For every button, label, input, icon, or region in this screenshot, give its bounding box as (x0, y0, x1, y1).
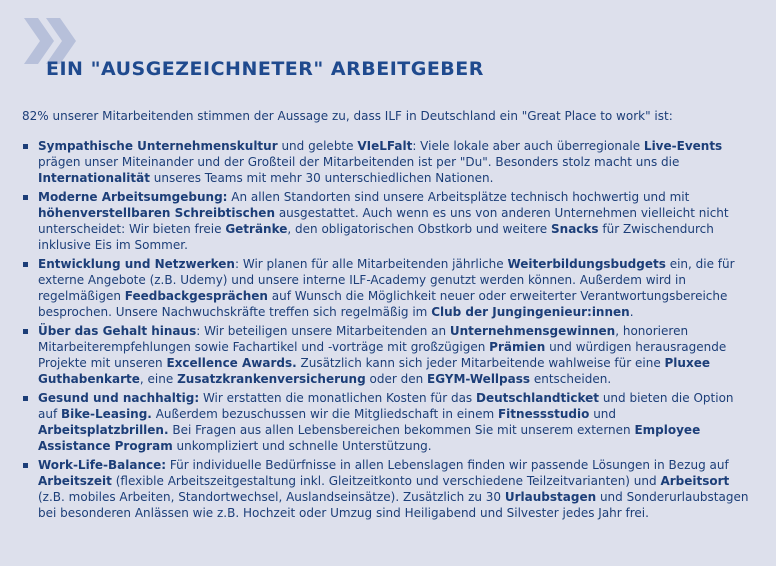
body-text: Außerdem bezuschussen wir die Mitgliedschaft in einem (151, 407, 498, 421)
body-text: auf Wunsch die Möglichkeit neuer oder erweiterter Verantwortungsbereiche besprochen. Unsere Nachwuchskräfte treffen sich regelmäßig im (38, 289, 728, 319)
page-title: EIN "AUSGEZEICHNETER" ARBEITGEBER (46, 58, 484, 80)
body-text: (flexible Arbeitszeitgestaltung inkl. Gleitzeitkonto und verschiedene Teilzeitvarianten) und (111, 474, 661, 488)
intro-text: 82% unserer Mitarbeitenden stimmen der Aussage zu, dass ILF in Deutschland ein "Great Place to work" ist: (22, 109, 673, 123)
list-item-text (38, 458, 748, 520)
list-item (22, 256, 750, 320)
bullet-icon (23, 329, 28, 334)
bullet-icon (23, 463, 28, 468)
list-item-text (38, 257, 735, 319)
body-text: entscheiden. (530, 372, 612, 386)
body-text: unkompliziert und schnelle Unterstützung. (172, 439, 432, 453)
body-text: und würdigen herausragende Projekte mit unseren (38, 340, 727, 370)
body-text: prägen unser Miteinander und der Großteil der Mitarbeitenden ist per "Du". Besonders stolz macht uns die (38, 155, 680, 169)
bullet-icon (23, 195, 28, 200)
highlight-text: Arbeitsort (660, 474, 730, 488)
highlight-text: Work-Life-Balance: (38, 458, 167, 472)
list-item-text (38, 139, 722, 185)
body-text: ein, die für externe Angebote (z.B. Udemy) und unsere interne ILF-Academy genutzt werden können. Außerdem wird in regelmäßigen (38, 257, 735, 303)
body-text: Für individuelle Bedürfnisse in allen Lebenslagen finden wir passende Lösungen in Bezug auf (166, 458, 729, 472)
highlight-text: Weiterbildungsbudgets (507, 257, 666, 271)
body-text: und (589, 407, 617, 421)
body-text: , honorieren Mitarbeiterempfehlungen sowie Fachartikel und -vorträge mit großzügigen (38, 324, 689, 354)
body-text: Zusätzlich kann sich jeder Mitarbeitende wahlweise für eine (296, 356, 665, 370)
highlight-text: Pluxee Guthabenkarte (38, 356, 710, 386)
highlight-text: Gesund und nachhaltig: (38, 391, 200, 405)
highlight-text: Moderne Arbeitsumgebung: (38, 190, 228, 204)
highlight-text: Feedbackgesprächen (124, 289, 268, 303)
highlight-text: Club der Jungingenieur:innen (431, 305, 630, 319)
highlight-text: Fitnessstudio (497, 407, 590, 421)
highlight-text: Bike-Leasing. (61, 407, 152, 421)
body-text: und gelebte (277, 139, 358, 153)
highlight-text: Über das Gehalt hinaus (38, 324, 197, 338)
highlight-text: Prämien (489, 340, 546, 354)
list-item-text (38, 391, 734, 453)
body-text: und bieten die Option auf (38, 391, 734, 421)
highlight-text: Getränke (225, 222, 288, 236)
highlight-text: Internationalität (38, 171, 150, 185)
highlight-text: Zusatzkrankenversicherung (177, 372, 366, 386)
bullet-icon (23, 144, 28, 149)
highlight-text: Entwicklung und Netzwerken (38, 257, 235, 271)
body-text: (z.B. mobiles Arbeiten, Standortwechsel, Auslandseinsätze). Zusätzlich zu 30 (38, 490, 505, 504)
highlight-text: EGYM-Wellpass (427, 372, 531, 386)
list-item (22, 457, 750, 521)
highlight-text: Deutschlandticket (475, 391, 600, 405)
highlight-text: Arbeitszeit (38, 474, 112, 488)
bullet-icon (23, 396, 28, 401)
list-item-text (38, 324, 726, 386)
body-text: und Sonderurlaubstagen bei besonderen Anlässen wie z.B. Hochzeit oder Umzug sind Heiligabend und Silvester jedes Jahr frei. (38, 490, 749, 520)
highlight-text: Snacks (551, 222, 599, 236)
list-item (22, 390, 750, 454)
benefit-list (22, 138, 750, 524)
body-text: An allen Standorten sind unsere Arbeitsplätze technisch hochwertig und mit (227, 190, 690, 204)
body-text: Wir erstatten die monatlichen Kosten für das (199, 391, 476, 405)
highlight-text: Employee Assistance Program (38, 423, 701, 453)
body-text: Bei Fragen aus allen Lebensbereichen bekommen Sie mit unserem externen (168, 423, 635, 437)
body-text: , eine (139, 372, 178, 386)
list-item-text (38, 190, 729, 252)
body-text: . (629, 305, 634, 319)
bullet-icon (23, 262, 28, 267)
body-text: , den obligatorischen Obstkorb und weitere (287, 222, 552, 236)
highlight-text: Arbeitsplatzbrillen. (38, 423, 169, 437)
body-text: : Wir planen für alle Mitarbeitenden jährliche (234, 257, 508, 271)
body-text: : Viele lokale aber auch überregionale (412, 139, 644, 153)
highlight-text: VIeLFalt (357, 139, 413, 153)
highlight-text: Excellence Awards. (166, 356, 297, 370)
highlight-text: Sympathische Unternehmenskultur (38, 139, 278, 153)
body-text: : Wir beteiligen unsere Mitarbeitenden an (196, 324, 450, 338)
list-item (22, 138, 750, 186)
body-text: ausgestattet. Auch wenn es uns von anderen Unternehmen vielleicht nicht unterscheidet: Wir bieten freie (38, 206, 729, 236)
highlight-text: Unternehmensgewinnen (449, 324, 616, 338)
list-item (22, 323, 750, 387)
body-text: unseres Teams mit mehr 30 unterschiedlichen Nationen. (149, 171, 494, 185)
highlight-text: Urlaubstagen (504, 490, 597, 504)
list-item (22, 189, 750, 253)
body-text: oder den (365, 372, 428, 386)
highlight-text: Live-Events (643, 139, 723, 153)
highlight-text: höhenverstellbaren Schreibtischen (38, 206, 275, 220)
body-text: für Zwischendurch inklusive Eis im Sommer. (38, 222, 714, 252)
